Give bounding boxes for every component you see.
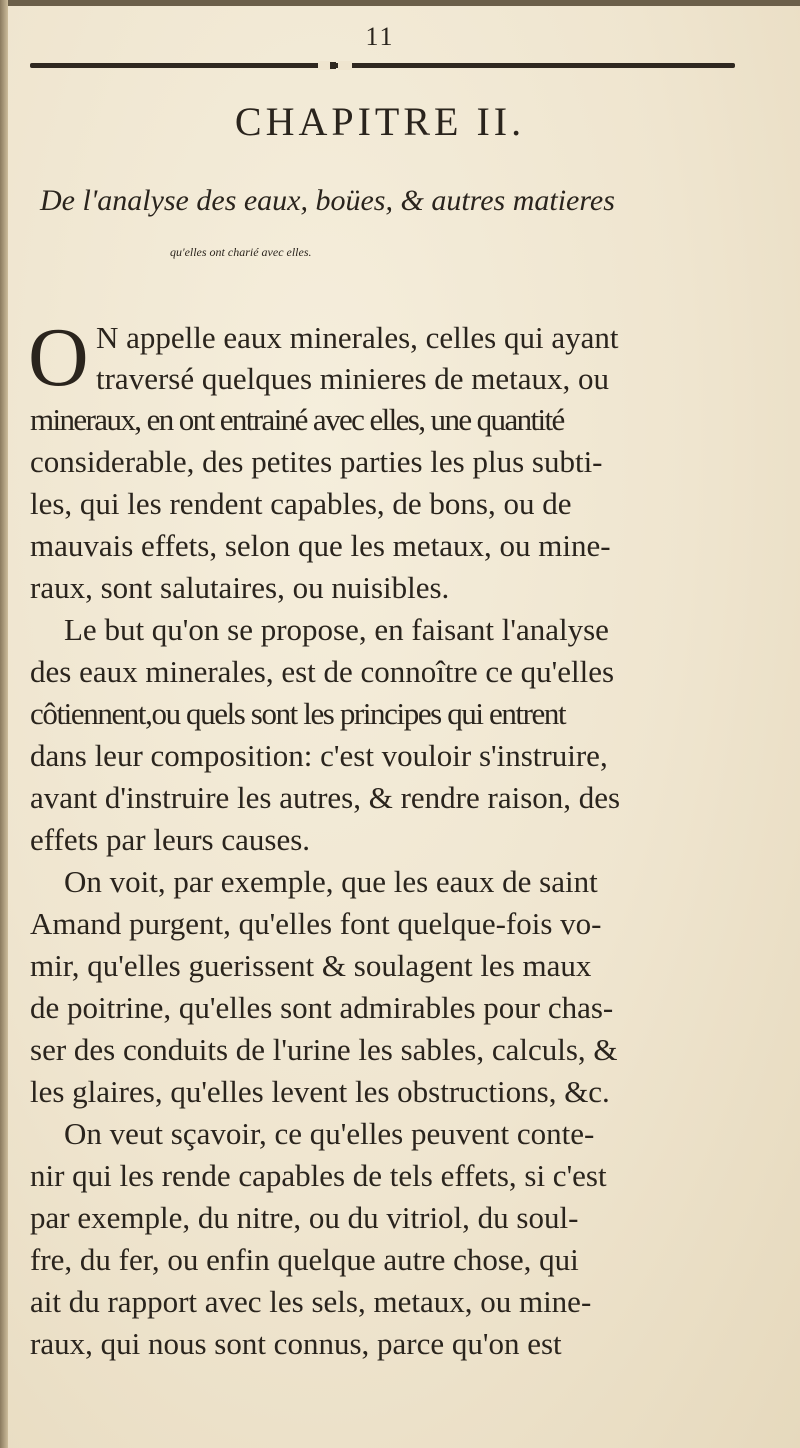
header-rule-ornament (330, 62, 336, 69)
page-number: 11 (365, 22, 395, 51)
text-line: On veut sçavoir, ce qu'elles peuvent conte- (64, 1116, 595, 1151)
chapter-subtitle-line: qu'elles ont charié avec elles. (170, 245, 312, 259)
text-line: raux, sont salutaires, ou nuisibles. (30, 570, 450, 605)
header-rule (30, 63, 735, 68)
page-top-edge (0, 0, 800, 6)
text-line: effets par leurs causes. (30, 822, 311, 857)
text-line: mauvais effets, selon que les metaux, ou mine- (30, 528, 611, 563)
text-line: ait du rapport avec les sels, metaux, ou mine- (30, 1284, 592, 1319)
text-line: On voit, par exemple, que les eaux de saint (64, 864, 598, 899)
text-line: côtiennent,ou quels sont les principes qui entrent (30, 696, 566, 731)
text-line: avant d'instruire les autres, & rendre raison, des (30, 780, 621, 815)
text-line: par exemple, du nitre, ou du vitriol, du soul- (30, 1200, 579, 1235)
text-line: raux, qui nous sont connus, parce qu'on est (30, 1326, 562, 1361)
text-line: fre, du fer, ou enfin quelque autre chose, qui (30, 1242, 579, 1277)
header-rule-gap (338, 61, 352, 70)
text-line: mir, qu'elles guerissent & soulagent les maux (30, 948, 592, 983)
text-line: mineraux, en ont entrainé avec elles, une quantité (30, 402, 564, 437)
chapter-title: CHAPITRE II. (234, 99, 526, 144)
text-line: traversé quelques minieres de metaux, ou (96, 361, 610, 396)
text-line: nir qui les rende capables de tels effets, si c'est (30, 1158, 607, 1193)
text-line: de poitrine, qu'elles sont admirables pour chas- (30, 990, 614, 1025)
page-gutter-edge (0, 0, 8, 1448)
text-line: Amand purgent, qu'elles font quelque-fois vo- (30, 906, 602, 941)
text-line: Le but qu'on se propose, en faisant l'analyse (64, 612, 609, 647)
text-line: les, qui les rendent capables, de bons, ou de (30, 486, 572, 521)
text-line: N appelle eaux minerales, celles qui ayant (96, 320, 619, 355)
text-line: les glaires, qu'elles levent les obstructions, &c. (30, 1074, 610, 1109)
text-line: ser des conduits de l'urine les sables, calculs, & (30, 1032, 618, 1067)
text-line: considerable, des petites parties les plus subti- (30, 444, 603, 479)
drop-cap: O (28, 311, 89, 404)
text-line: des eaux minerales, est de connoître ce qu'elles (30, 654, 615, 689)
text-line: dans leur composition: c'est vouloir s'instruire, (30, 738, 608, 773)
chapter-subtitle-line: De l'analyse des eaux, boües, & autres matieres (40, 184, 615, 217)
